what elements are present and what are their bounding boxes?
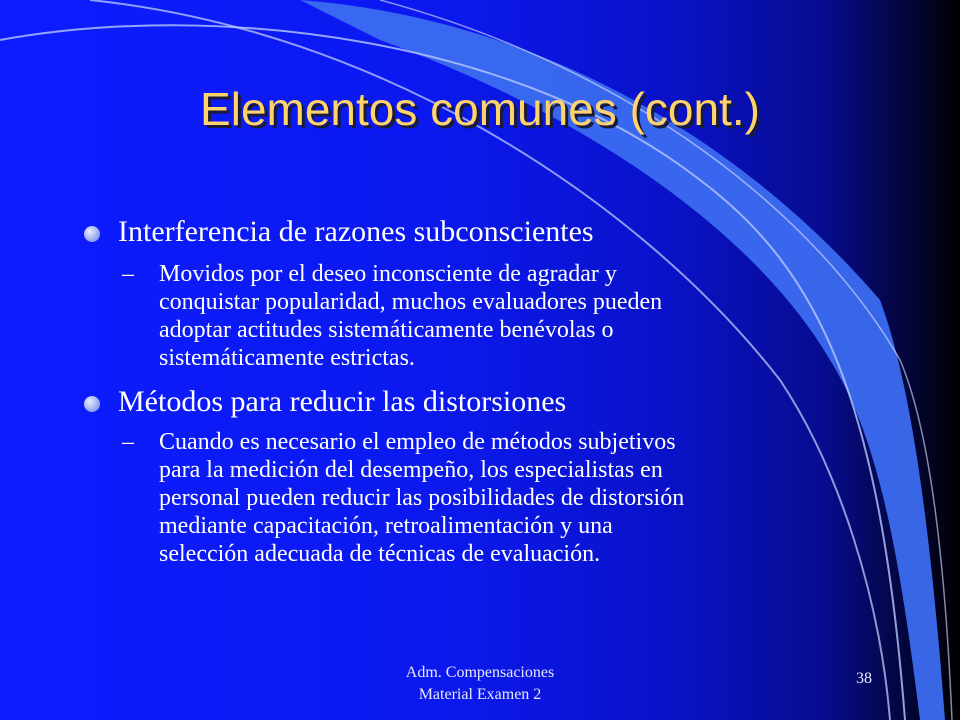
bullet-item [80, 382, 870, 422]
sub-bullet-item [80, 428, 870, 568]
sub-bullet-line: conquistar popularidad, muchos evaluadores pueden [159, 289, 663, 315]
slide-footer [0, 662, 960, 706]
sub-bullet-line: Cuando es necesario el empleo de métodos subjetivos [159, 429, 676, 455]
bullet-text: Interferencia de razones subconscientes [118, 215, 594, 248]
slide-content [80, 212, 870, 568]
page-number: 38 [856, 670, 872, 687]
bullet-dot-icon [84, 226, 100, 242]
sub-bullet-line: adoptar actitudes sistemáticamente benévolas o [159, 317, 614, 343]
slide-title: Elementos comunes (cont.) [200, 83, 760, 135]
bullet-text: Métodos para reducir las distorsiones [118, 385, 567, 418]
sub-bullet-item [80, 260, 870, 372]
dash-icon: – [122, 261, 134, 287]
sub-bullet-line: Movidos por el deseo inconsciente de agradar y [159, 261, 617, 287]
sub-bullet-line: selección adecuada de técnicas de evaluación. [159, 541, 601, 567]
bullet-item [80, 212, 870, 252]
sub-bullet-line: mediante capacitación, retroalimentación y una [159, 513, 613, 539]
sub-bullet-line: personal pueden reducir las posibilidades de distorsión [159, 485, 685, 511]
footer-line-material: Material Examen 2 [418, 686, 542, 703]
dash-icon: – [122, 429, 134, 455]
footer-line-course: Adm. Compensaciones [405, 664, 555, 681]
sub-bullet-line: sistemáticamente estrictas. [159, 345, 415, 371]
sub-bullet-line: para la medición del desempeño, los especialistas en [159, 457, 663, 483]
bullet-dot-icon [84, 396, 100, 412]
